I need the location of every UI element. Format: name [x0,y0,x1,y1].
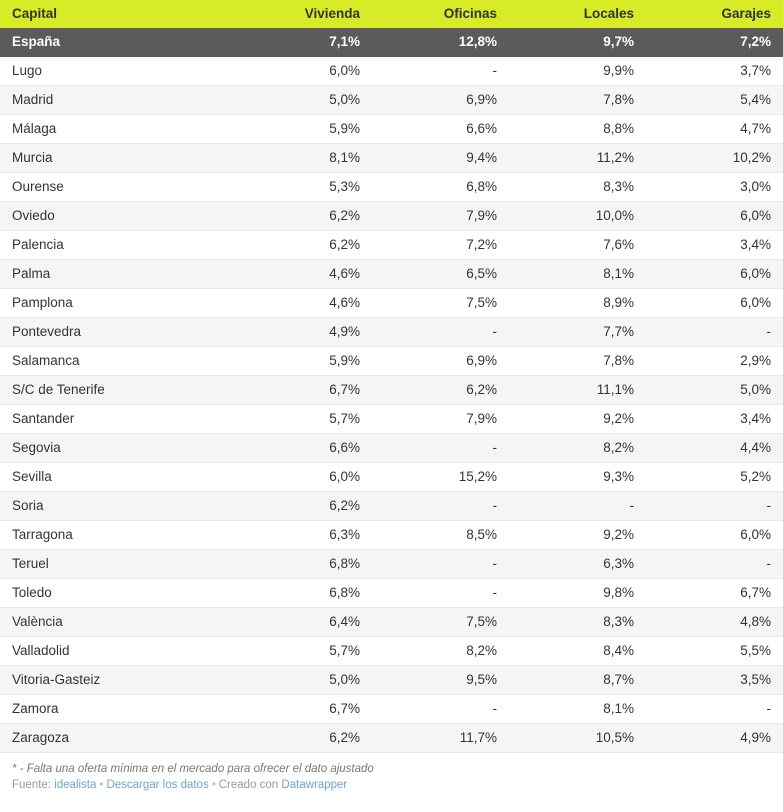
cell-locales: 8,3% [509,608,646,637]
cell-vivienda: 4,6% [235,289,372,318]
table-row [0,260,783,289]
cell-capital: S/C de Tenerife [0,376,235,405]
table-body [0,28,783,753]
cell-oficinas: 6,5% [372,260,509,289]
cell-garajes: 2,9% [646,347,783,376]
cell-capital: Palencia [0,231,235,260]
cell-garajes: 6,0% [646,521,783,550]
cell-garajes: 10,2% [646,144,783,173]
download-data-link[interactable]: Descargar los datos [106,779,209,791]
cell-locales: 11,1% [509,376,646,405]
cell-capital: Madrid [0,86,235,115]
cell-oficinas: - [372,579,509,608]
cell-vivienda: 5,9% [235,347,372,376]
cell-vivienda: 6,2% [235,231,372,260]
cell-capital: València [0,608,235,637]
cell-vivienda: 5,7% [235,637,372,666]
cell-garajes: 6,0% [646,260,783,289]
cell-vivienda: 6,0% [235,463,372,492]
table-row [0,550,783,579]
cell-oficinas: 8,5% [372,521,509,550]
column-header-vivienda[interactable]: Vivienda [235,0,372,28]
cell-vivienda: 5,0% [235,86,372,115]
cell-oficinas: 9,5% [372,666,509,695]
cell-oficinas: 6,6% [372,115,509,144]
cell-capital: Pontevedra [0,318,235,347]
cell-oficinas: 9,4% [372,144,509,173]
cell-oficinas: 8,2% [372,637,509,666]
table-row [0,115,783,144]
cell-garajes: 4,4% [646,434,783,463]
cell-locales: 11,2% [509,144,646,173]
cell-vivienda: 4,6% [235,260,372,289]
cell-vivienda: 4,9% [235,318,372,347]
source-line [0,777,783,801]
cell-garajes: 4,9% [646,724,783,753]
cell-oficinas: - [372,57,509,86]
table-row [0,289,783,318]
cell-garajes: - [646,550,783,579]
cell-capital: Murcia [0,144,235,173]
table-row [0,434,783,463]
table-row [0,521,783,550]
cell-garajes: 3,7% [646,57,783,86]
cell-garajes: 3,0% [646,173,783,202]
cell-locales: 9,9% [509,57,646,86]
cell-vivienda: 6,3% [235,521,372,550]
source-prefix: Fuente: [12,779,51,791]
cell-vivienda: 8,1% [235,144,372,173]
cell-oficinas: 7,5% [372,289,509,318]
cell-garajes: 5,4% [646,86,783,115]
cell-garajes: - [646,695,783,724]
cell-garajes: 6,0% [646,289,783,318]
cell-locales: 8,2% [509,434,646,463]
cell-garajes: - [646,318,783,347]
cell-oficinas: 6,9% [372,347,509,376]
cell-garajes: 3,4% [646,405,783,434]
table-row [0,405,783,434]
table-row [0,144,783,173]
cell-vivienda: 6,8% [235,579,372,608]
cell-oficinas: - [372,434,509,463]
table-row [0,695,783,724]
table-row [0,376,783,405]
cell-vivienda: 5,9% [235,115,372,144]
cell-capital: Vitoria-Gasteiz [0,666,235,695]
created-with-prefix: Creado con [218,779,279,791]
cell-oficinas: 15,2% [372,463,509,492]
source-separator-1: • [99,779,104,791]
cell-oficinas: 6,8% [372,173,509,202]
cell-locales: 10,0% [509,202,646,231]
cell-garajes: 3,4% [646,231,783,260]
cell-locales: 8,9% [509,289,646,318]
cell-capital: Soria [0,492,235,521]
cell-oficinas: 11,7% [372,724,509,753]
cell-locales: 10,5% [509,724,646,753]
cell-capital: Tarragona [0,521,235,550]
cell-oficinas: - [372,318,509,347]
cell-oficinas: 7,9% [372,202,509,231]
table-row [0,724,783,753]
cell-locales: 8,1% [509,695,646,724]
table-row [0,202,783,231]
cell-locales: 9,7% [509,28,646,57]
table-row [0,492,783,521]
cell-oficinas: 12,8% [372,28,509,57]
cell-locales: 7,8% [509,86,646,115]
cell-oficinas: - [372,695,509,724]
cell-vivienda: 7,1% [235,28,372,57]
cell-oficinas: 7,2% [372,231,509,260]
cell-locales: 9,8% [509,579,646,608]
cell-locales: 8,7% [509,666,646,695]
cell-oficinas: 6,9% [372,86,509,115]
cell-vivienda: 6,7% [235,695,372,724]
column-header-capital[interactable]: Capital [0,0,235,28]
cell-garajes: 6,7% [646,579,783,608]
cell-vivienda: 6,2% [235,492,372,521]
column-header-garajes[interactable]: Garajes [646,0,783,28]
cell-locales: 7,6% [509,231,646,260]
cell-vivienda: 6,7% [235,376,372,405]
cell-garajes: 3,5% [646,666,783,695]
cell-locales: 6,3% [509,550,646,579]
cell-locales: 9,2% [509,521,646,550]
cell-locales: 8,4% [509,637,646,666]
cell-capital: Toledo [0,579,235,608]
cell-capital: España [0,28,235,57]
cell-vivienda: 6,2% [235,202,372,231]
cell-capital: Sevilla [0,463,235,492]
table-header [0,0,783,28]
cell-vivienda: 6,6% [235,434,372,463]
cell-locales: 8,1% [509,260,646,289]
table-row [0,347,783,376]
cell-locales: 7,7% [509,318,646,347]
cell-locales: 7,8% [509,347,646,376]
cell-capital: Valladolid [0,637,235,666]
cell-garajes: 4,8% [646,608,783,637]
table-row [0,318,783,347]
cell-oficinas: - [372,550,509,579]
table-row [0,637,783,666]
cell-capital: Málaga [0,115,235,144]
table-row [0,57,783,86]
cell-vivienda: 6,0% [235,57,372,86]
table-row [0,608,783,637]
cell-capital: Ourense [0,173,235,202]
column-header-locales[interactable]: Locales [509,0,646,28]
cell-oficinas: 6,2% [372,376,509,405]
datawrapper-link[interactable]: Datawrapper [281,779,348,791]
cell-capital: Lugo [0,57,235,86]
cell-capital: Palma [0,260,235,289]
cell-garajes: 5,0% [646,376,783,405]
table-row [0,231,783,260]
cell-garajes: 4,7% [646,115,783,144]
table-footnote: * - Falta una oferta mínima en el mercado para ofrecer el dato ajustado [12,763,374,775]
cell-locales: 8,8% [509,115,646,144]
cell-garajes: 7,2% [646,28,783,57]
cell-locales: - [509,492,646,521]
cell-garajes: 5,2% [646,463,783,492]
cell-vivienda: 6,4% [235,608,372,637]
column-header-oficinas[interactable]: Oficinas [372,0,509,28]
cell-locales: 9,2% [509,405,646,434]
source-link-idealista[interactable]: idealista [54,779,97,791]
cell-capital: Oviedo [0,202,235,231]
table-row-highlight [0,28,783,57]
cell-oficinas: 7,9% [372,405,509,434]
cell-garajes: - [646,492,783,521]
table-row [0,463,783,492]
cell-garajes: 5,5% [646,637,783,666]
cell-garajes: 6,0% [646,202,783,231]
cell-locales: 9,3% [509,463,646,492]
cell-vivienda: 6,8% [235,550,372,579]
cell-capital: Segovia [0,434,235,463]
cell-oficinas: - [372,492,509,521]
cell-capital: Zamora [0,695,235,724]
cell-vivienda: 5,7% [235,405,372,434]
header-row [0,0,783,28]
table-row [0,579,783,608]
cell-capital: Teruel [0,550,235,579]
cell-locales: 8,3% [509,173,646,202]
cell-oficinas: 7,5% [372,608,509,637]
cell-vivienda: 6,2% [235,724,372,753]
cell-capital: Zaragoza [0,724,235,753]
source-separator-2: • [211,779,216,791]
cell-vivienda: 5,0% [235,666,372,695]
cell-capital: Santander [0,405,235,434]
table-row [0,86,783,115]
cell-capital: Salamanca [0,347,235,376]
cell-capital: Pamplona [0,289,235,318]
cell-vivienda: 5,3% [235,173,372,202]
table-row [0,173,783,202]
table-row [0,666,783,695]
